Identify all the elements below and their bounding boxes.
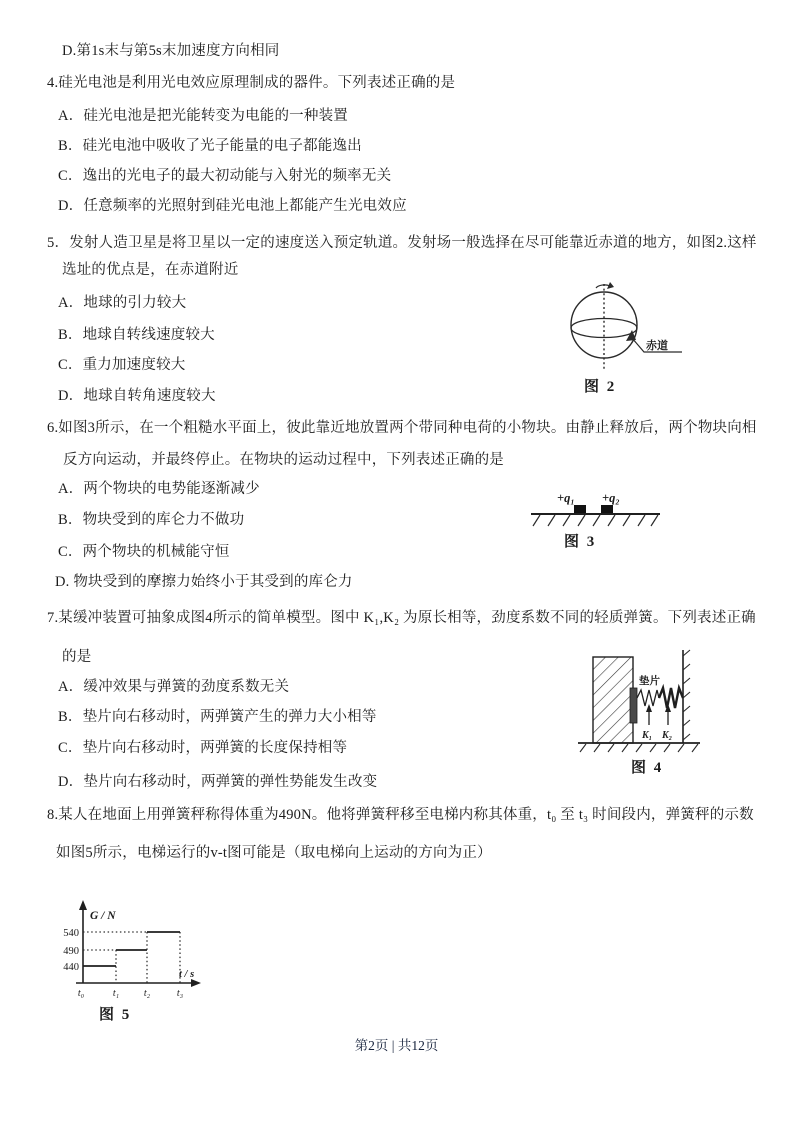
ground-hatching (580, 744, 698, 752)
figure-5-chart (48, 898, 243, 1000)
x-axis-arrowhead-icon (191, 979, 201, 987)
y-tick-490: 490 (63, 946, 79, 957)
pad-rect (630, 688, 637, 723)
x-tick-t3: t₃ (176, 988, 184, 999)
globe-circle (571, 292, 637, 358)
question7-option-a: A．缓冲效果与弹簧的劲度系数无关 (58, 679, 290, 695)
wall-hatching (683, 650, 690, 740)
page-number-footer: 第2页 | 共12页 (354, 1038, 439, 1053)
figure-3-caption: 图 3 (564, 534, 597, 550)
question5-stem-line2: 选址的优点是，在赤道附近 (62, 262, 239, 278)
question7-stem-line2: 的是 (62, 649, 92, 665)
question7-stem-line1: 7.某缓冲装置可抽象成图4所示的简单模型。图中 K₁,K₂ 为原长相等，劲度系数不同的轻质弹簧。下列表述正确 (47, 610, 756, 626)
question4-option-c: C．逸出的光电子的最大初动能与入射光的频率无关 (58, 168, 392, 184)
question6-option-b: B．物块受到的库仑力不做功 (58, 512, 245, 528)
question8-stem-line1: 8.某人在地面上用弹簧秤称得体重为490N。他将弹簧秤移至电梯内称其体重，t₀ 至 t₃ 时间段内，弹簧秤的示数 (47, 807, 754, 823)
dotted-guides (83, 932, 180, 983)
step-series-line (83, 932, 180, 966)
question5-option-a: A．地球的引力较大 (58, 295, 187, 311)
x-axis-label: t / s (179, 969, 195, 980)
question4-option-a: A．硅光电池是把光能转变为电能的一种装置 (58, 108, 348, 124)
y-tick-540: 540 (63, 928, 79, 939)
pad-label: 垫片 (639, 676, 660, 687)
spring-k1-label: K₁ (642, 730, 653, 741)
question8-stem-line2: 如图5所示，电梯运行的v-t图可能是（取电梯向上运动的方向为正） (56, 845, 492, 861)
question6-option-c: C．两个物块的机械能守恒 (58, 544, 230, 560)
question4-option-b: B．硅光电池中吸收了光子能量的电子都能逸出 (58, 138, 362, 154)
x-tick-t1: t₁ (112, 988, 120, 999)
question5-option-d: D．地球自转角速度较大 (58, 388, 216, 404)
question6-option-a: A．两个物块的电势能逐渐减少 (58, 481, 260, 497)
k1-pointer-arrowhead-icon (646, 704, 652, 712)
question4-option-d: D．任意频率的光照射到硅光电池上都能产生光电效应 (58, 198, 407, 214)
moving-block (593, 657, 633, 743)
charge-1-label: +q₁ (557, 491, 575, 505)
y-axis-arrowhead-icon (79, 900, 87, 910)
question7-option-c: C．垫片向右移动时，两弹簧的长度保持相等 (58, 740, 348, 756)
question3-option-d: D.第1s末与第5s末加速度方向相同 (62, 43, 280, 59)
question6-option-d: D. 物块受到的摩擦力始终小于其受到的库仑力 (55, 574, 353, 590)
equator-label: 赤道 (646, 340, 668, 352)
y-axis-label: G / N (90, 910, 116, 922)
x-tick-t0: t₀ (77, 988, 85, 999)
figure-2-caption: 图 2 (584, 379, 617, 395)
spring-k2-label: K₂ (662, 730, 673, 741)
question5-stem-line1: 5．发射人造卫星是将卫星以一定的速度送入预定轨道。发射场一般选择在尽可能靠近赤道的地方，如图2.这样 (47, 235, 757, 251)
charge-block-1 (574, 505, 586, 513)
charge-block-2 (601, 505, 613, 513)
figure-5-caption: 图 5 (99, 1007, 132, 1023)
figure-4-caption: 图 4 (631, 760, 664, 776)
spring-k1 (637, 690, 659, 706)
question7-option-d: D．垫片向右移动时，两弹簧的弹性势能发生改变 (58, 774, 378, 790)
spring-k2 (659, 688, 683, 708)
question5-option-b: B．地球自转线速度较大 (58, 327, 215, 343)
question4-stem: 4.硅光电池是利用光电效应原理制成的器件。下列表述正确的是 (47, 75, 456, 91)
ground-hatching (533, 515, 658, 526)
question5-option-c: C．重力加速度较大 (58, 357, 186, 373)
x-tick-t2: t₂ (143, 988, 151, 999)
question7-option-b: B．垫片向右移动时，两弹簧产生的弹力大小相等 (58, 709, 377, 725)
figure-4-buffer-model (578, 646, 708, 754)
figure-3-charges (526, 486, 671, 532)
question6-stem-line2: 反方向运动，并最终停止。在物块的运动过程中，下列表述正确的是 (63, 452, 504, 468)
charge-2-label: +q₂ (602, 491, 620, 505)
figure-2-globe (558, 278, 703, 378)
question6-stem-line1: 6.如图3所示，在一个粗糙水平面上，彼此靠近地放置两个带同种电荷的小物块。由静止释放后，两个物块向相 (47, 420, 757, 436)
y-tick-440: 440 (63, 962, 79, 973)
